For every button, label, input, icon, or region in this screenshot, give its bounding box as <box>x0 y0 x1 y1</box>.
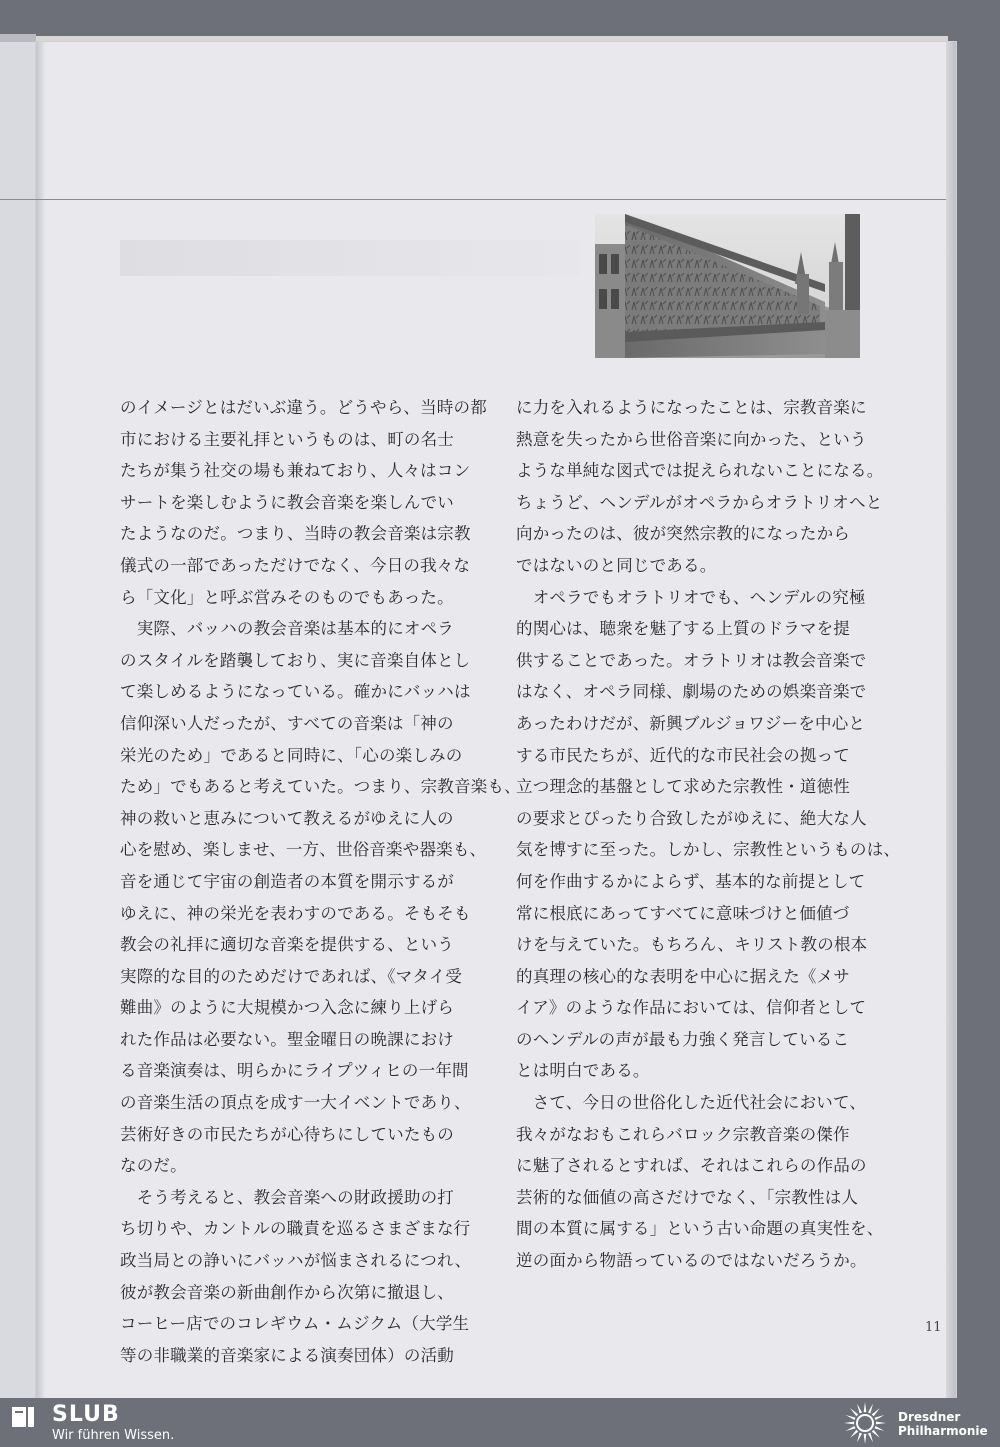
sunburst-ray <box>864 1402 867 1412</box>
text-line: はなく、オペラ同様、劇場のための娯楽音楽で <box>516 682 867 702</box>
text-line: 熱意を失ったから世俗音楽に向かった、という <box>516 429 867 449</box>
text-line: サートを楽しむように教会音楽を楽しんでい <box>120 492 454 512</box>
dresdner-philharmonie-sunburst-icon <box>842 1400 888 1446</box>
text-line: 向かったのは、彼が突然宗教的になったから <box>516 524 850 544</box>
text-line: 神の救いと恵みについて教えるがゆえに人の <box>120 808 454 828</box>
left-paragraph <box>120 613 521 1182</box>
text-line: の要求とぴったり合致したがゆえに、絶大な人 <box>516 808 867 828</box>
text-line: とは明白である。 <box>516 1061 650 1081</box>
text-line: たようなのだ。つまり、当時の教会音楽は宗教 <box>120 524 471 544</box>
header-rule <box>0 199 946 200</box>
text-line: コーヒー店でのコレギウム・ムジクム（大学生 <box>120 1314 470 1334</box>
text-line: 立つ理念的基盤として求めた宗教性・道徳性 <box>516 777 850 797</box>
sunburst-ray <box>857 1433 862 1443</box>
text-line: のイメージとはだいぶ違う。どうやら、当時の都 <box>120 398 487 417</box>
text-column-left <box>120 392 521 1371</box>
sunburst-ray <box>857 1404 862 1414</box>
text-line: 気を博すに至った。しかし、宗教性というものは、 <box>516 840 901 860</box>
faint-show-through-band <box>120 240 580 276</box>
slub-wordmark: SLUB <box>52 1402 120 1427</box>
sunburst-ray <box>850 1430 858 1438</box>
sunburst-ray <box>876 1422 886 1425</box>
text-line: て楽しめるようになっている。確かにバッハは <box>120 682 471 702</box>
text-line: 信仰深い人だったが、すべての音楽は「神の <box>120 713 454 733</box>
text-line: 常に根底にあってすべてに意味づけと価値づ <box>516 903 850 923</box>
left-page-edge <box>0 34 36 42</box>
fuerstenzug-photo <box>595 214 860 358</box>
text-line: 的関心は、聴衆を魅了する上質のドラマを提 <box>516 619 850 639</box>
partner-line1: Dresdner <box>898 1410 961 1424</box>
right-paragraph <box>516 392 884 582</box>
text-line: そう考えると、教会音楽への財政援助の打 <box>120 1187 454 1207</box>
text-line: 彼が教会音楽の新曲創作から次第に撤退し、 <box>120 1282 454 1302</box>
text-line: に魅了されるとすれば、それはこれらの作品の <box>516 1156 867 1176</box>
text-line: 儀式の一部であっただけでなく、今日の我々な <box>120 555 471 575</box>
sunburst-ray <box>872 1430 880 1438</box>
text-line: のヘンデルの声が最も力強く発言しているこ <box>516 1029 850 1049</box>
text-line: ち切りや、カントルの職責を巡るさまざまな行 <box>120 1219 471 1239</box>
text-line: けを与えていた。もちろん、キリスト教の根本 <box>516 935 868 955</box>
text-line: 我々がなおもこれらバロック宗教音楽の傑作 <box>516 1124 850 1144</box>
text-line: に力を入れるようになったことは、宗教音楽に <box>516 398 867 417</box>
sunburst-center <box>857 1415 873 1431</box>
text-line: なのだ。 <box>120 1156 187 1176</box>
text-line: れた作品は必要ない。聖金曜日の晩課におけ <box>120 1029 454 1049</box>
text-line: の音楽生活の頂点を成す一大イベントであり、 <box>120 1093 471 1113</box>
text-line: あったわけだが、新興ブルジョワジーを中心と <box>516 713 866 733</box>
sunburst-ray <box>872 1408 880 1416</box>
text-line: ため」でもあると考えていた。つまり、宗教音楽も、 <box>120 777 521 797</box>
slub-book-icon <box>10 1404 36 1430</box>
text-line: さて、今日の世俗化した近代社会において、 <box>516 1093 867 1113</box>
text-line: 何を作曲するかによらず、基本的な前提として <box>516 871 866 891</box>
dresdner-philharmonie-wordmark <box>898 1410 988 1438</box>
sunburst-ray <box>844 1422 854 1425</box>
text-line: ような単純な図式では捉えられないことになる。 <box>516 461 884 481</box>
text-line: する市民たちが、近代的な市民社会の拠って <box>516 745 850 765</box>
text-line: のスタイルを踏襲しており、実に音楽自体とし <box>120 650 471 670</box>
left-paragraph <box>120 392 487 613</box>
partner-line2: Philharmonie <box>898 1424 988 1438</box>
text-line: 芸術的な価値の高さだけでなく、「宗教性は人 <box>516 1187 859 1207</box>
text-line: 難曲》のように大規模かつ入念に練り上げら <box>120 998 454 1018</box>
sunburst-ray <box>875 1415 885 1420</box>
text-line: 間の本質に属する」という古い命題の真実性を、 <box>516 1219 884 1239</box>
text-line: ら「文化」と呼ぶ営みそのものでもあった。 <box>120 587 454 607</box>
text-line: イア》のような作品においては、信仰者として <box>516 998 867 1018</box>
text-line: オペラでもオラトリオでも、ヘンデルの究極 <box>516 587 866 607</box>
text-line: 供することであった。オラトリオは教会音楽で <box>516 650 867 670</box>
text-line: 実際的な目的のためだけであれば、《マタイ受 <box>120 966 463 986</box>
text-column-right <box>516 392 901 1277</box>
text-line: たちが集う社交の場も兼ねており、人々はコン <box>120 461 471 481</box>
page-number: 11 <box>925 1320 942 1335</box>
text-line: 栄光のため」であると同時に、「心の楽しみの <box>120 745 463 765</box>
sunburst-ray <box>846 1415 856 1420</box>
left-paragraph <box>120 1182 475 1372</box>
right-paragraph <box>516 582 901 1088</box>
sunburst-ray <box>875 1426 885 1431</box>
page-right-edge <box>946 42 956 1398</box>
text-line: ゆえに、神の栄光を表わすのである。そもそも <box>120 903 471 923</box>
sunburst-ray <box>864 1434 867 1444</box>
sunburst-ray <box>846 1426 856 1431</box>
text-line: 教会の礼拝に適切な音楽を提供する、という <box>120 935 454 955</box>
text-line: 音を通じて宇宙の創造者の本質を開示するが <box>120 871 454 891</box>
left-page <box>0 42 36 1398</box>
text-line: 芸術好きの市民たちが心待ちにしていたもの <box>120 1124 454 1144</box>
text-line: 逆の面から物語っているのではないだろうか。 <box>516 1251 867 1271</box>
text-line: 市における主要礼拝というものは、町の名士 <box>120 429 454 449</box>
text-line: る音楽演奏は、明らかにライプツィヒの一年間 <box>120 1061 469 1081</box>
page-gutter-shadow <box>36 42 46 1398</box>
text-line: ではないのと同じである。 <box>516 555 717 575</box>
sunburst-ray <box>868 1404 873 1414</box>
sunburst-ray <box>868 1433 873 1443</box>
sunburst-ray <box>850 1408 858 1416</box>
right-paragraph <box>516 1087 884 1277</box>
text-line: 等の非職業的音楽家による演奏団体）の活動 <box>120 1345 454 1365</box>
text-line: 的真理の核心的な表明を中心に据えた《メサ <box>516 966 850 986</box>
text-line: ちょうど、ヘンデルがオペラからオラトリオへと <box>516 492 883 512</box>
text-line: 心を慰め、楽しませ、一方、世俗音楽や器楽も、 <box>120 840 487 860</box>
text-line: 政当局との諍いにバッハが悩まされるにつれ、 <box>120 1251 472 1271</box>
text-line: 実際、バッハの教会音楽は基本的にオペラ <box>120 619 454 639</box>
slub-slogan: Wir führen Wissen. <box>52 1428 175 1443</box>
